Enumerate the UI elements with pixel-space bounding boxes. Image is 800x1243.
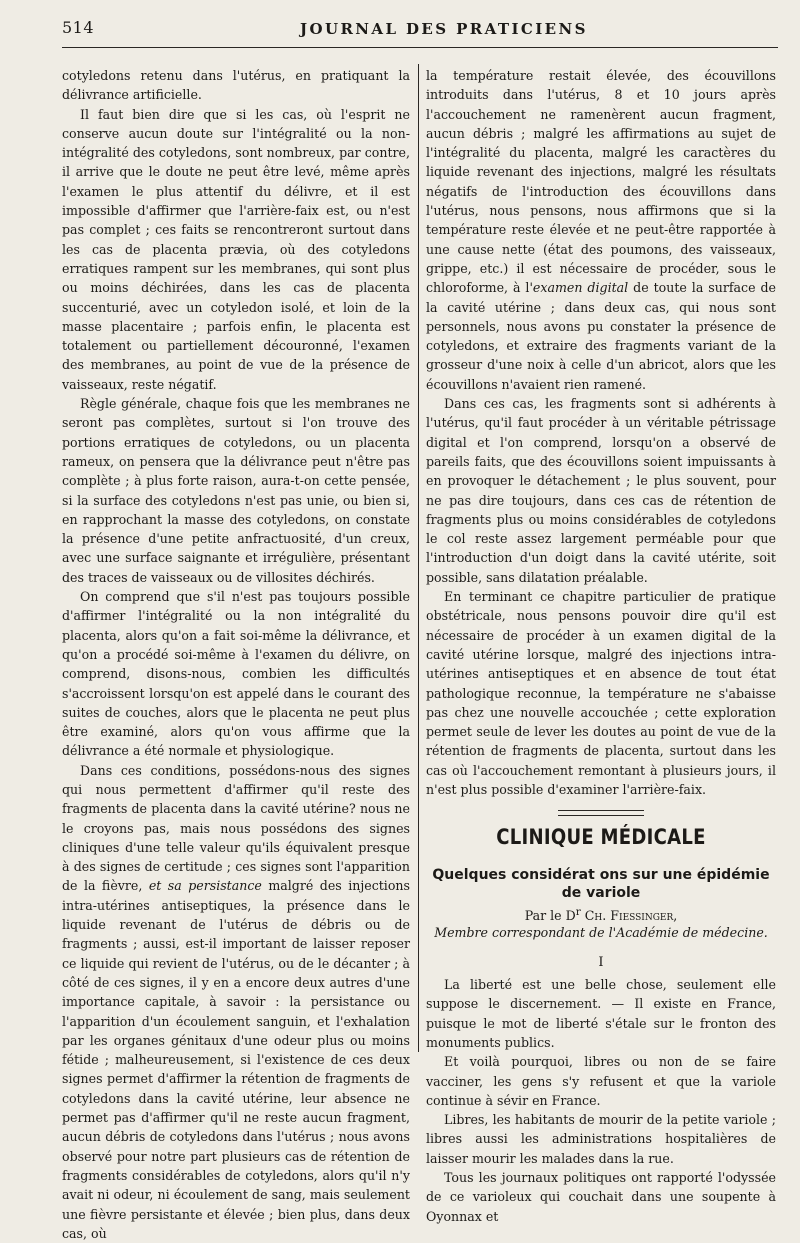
byline-prefix: Par le D bbox=[524, 907, 576, 923]
author-affiliation: Membre correspondant de l'Académie de médecine. bbox=[434, 924, 768, 940]
paragraph: Dans ces cas, les fragments sont si adhérents à l'utérus, qu'il faut procéder à un véritable pétrissage digital et l'on comprend, lorsqu'on a observé de pareils faits, que des écouvillons soient impuissants à en provoquer le détachement ; le plus souvent, pour ne pas dire toujours, dans ces cas de rétention de fragments plus ou moins considérables de cotyledons le col reste assez largement perméable pour que l'introduction d'un doigt dans la cavité utérite, soit possible, sans dilatation préalable. bbox=[426, 396, 776, 585]
running-head: JOURNAL DES PRATICIENS bbox=[300, 20, 588, 38]
page-header bbox=[0, 0, 800, 46]
author-name: Ch. Fiessinger, bbox=[584, 907, 678, 923]
text-run: la température restait élevée, des écouvillons introduits dans l'utérus, 8 et 10 jours après l'accouchement ne ramenèrent aucun fragment, aucun débris ; malgré les affirmations au sujet de l'intégralité du placenta, malgré les caractères du liquide revenant des injections, malgré les résultats négatifs de l'introduction des écouvillons dans l'utérus, nous pensons, nous affirmons que si la température reste élevée et ne peut-être rapportée à une cause nette (état des poumons, des vaisseaux, grippe, etc.) il est nécessaire de procéder, sous le chloroforme, à l' bbox=[426, 68, 776, 296]
column-divider bbox=[418, 64, 419, 1052]
paragraph bbox=[426, 66, 776, 394]
byline bbox=[426, 904, 776, 924]
paragraph: En terminant ce chapitre particulier de pratique obstétricale, nous pensons pouvoir dire qu'il est nécessaire de procéder à un examen digital de la cavité utérine lorsque, malgré des injections intra-utérines antiseptiques et en absence de tout état pathologique reconnue, la température ne s'abaisse pas chez une nouvelle accouchée ; cette exploration permet seule de lever les doutes au point de vue de la rétention de fragments de placenta, surtout dans les cas où l'accouchement remontant à plusieurs jours, il n'est plus possible d'examiner l'arrière-faix. bbox=[426, 589, 776, 797]
text-run: de toute la surface de la cavité utérine ; dans deux cas, qui nous sont personnels, nous avons pu constater la présence de cotyledons, et extraire des fragments variant de la grosseur d'une noix à celle d'un abricot, alors que les écouvillons n'avaient rien ramené. bbox=[426, 280, 777, 392]
article-title: Quelques considérat ons sur une épidémie de variole bbox=[432, 866, 770, 901]
paragraph: cotyledons retenu dans l'utérus, en pratiquant la délivrance artificielle. bbox=[62, 68, 410, 103]
paragraph: Règle générale, chaque fois que les membranes ne seront pas complètes, surtout si l'on trouve des portions erratiques de cotyledons, ou un placenta rameux, on pensera que la délivrance peut n'être pas complète ; à plus forte raison, aura-t-on cette pensée, si la surface des cotyledons n'est pas unie, ou bien si, en rapprochant la masse des cotyledons, on constate la présence d'une petite anfractuosité, d'un creux, avec une surface saignante et irrégulière, présentant des traces de vaisseaux ou de villosites déchirés. bbox=[62, 396, 410, 585]
italic-run: et sa persistance bbox=[148, 878, 262, 894]
paragraph: On comprend que s'il n'est pas toujours possible d'affirmer l'intégralité ou la non intégralité du placenta, alors qu'on a fait soi-même la délivrance, et qu'on a procédé soi-même à l'examen du délivre, on comprend, disons-nous, combien les difficultés s'accroissent lorsqu'on est appelé dans le courant des suites de couches, alors que le placenta ne peut plus être examiné, alors qu'on vous affirme que la délivrance a été normale et physiologique. bbox=[62, 589, 410, 759]
paragraph: Dans ces conditions, possédons-nous des signes qui nous permettent d'affirmer qu'il reste des fragments de placenta dans la cavité utérine? nous ne le croyons pas, mais nous possédons des signes cliniques d'une telle valeur qu'ils équivalent presque à des signes de certitude ; ces signes sont l'apparition de la fièvre, et sa persistance malgré des injections intra-utérines antiseptiques, la présence dans le liquide revenant de l'utérus de débris ou de fragments ; aussi, est-il important de laisser reposer ce liquide qui revient de l'utérus, ou de le décanter ; à côté de ces signes, il y en a encore deux autres d'une importance capitale, à savoir : la persistance ou l'apparition d'un écoulement sanguin, et l'exhalation par les organes génitaux d'une odeur plus ou moins fétide ; malheureusement, si l'existence de ces deux signes permet d'affirmer la rétention de fragments de cotyledons dans la cavité utérine, leur absence ne permet pas d'affirmer qu'il ne reste aucun fragment, aucun débris de cotyledons dans l'utérus ; nous avons observé pour notre part plusieurs cas de rétention de fragments considérables de cotyledons, alors qu'il n'y avait ni odeur, ni écoulement de sang, mais seulement une fièvre persistante et élevée ; bien plus, dans deux cas, où bbox=[62, 762, 410, 1241]
section-divider bbox=[558, 810, 644, 816]
right-column bbox=[426, 66, 776, 1226]
byline-superscript: r bbox=[575, 905, 581, 918]
paragraph: La liberté est une belle chose, seulement elle suppose le discernement. — Il existe en France, puisque le mot de liberté s'étale sur le fronton des monuments publics. bbox=[426, 977, 776, 1050]
italic-run: examen digital bbox=[532, 280, 629, 296]
page-number: 514 bbox=[62, 18, 95, 37]
paragraph: Tous les journaux politiques ont rapporté l'odyssée de ce varioleux qui couchait dans une soupente à Oyonnax et bbox=[426, 1170, 776, 1224]
header-rule bbox=[62, 47, 778, 48]
paragraph: Libres, les habitants de mourir de la petite variole ; libres aussi les administrations hospitalières de laisser mourir les malades dans la rue. bbox=[426, 1112, 776, 1166]
section-title: CLINIQUE MÉDICALE bbox=[496, 825, 706, 850]
part-number: I bbox=[598, 954, 604, 970]
paragraph: Il faut bien dire que si les cas, où l'esprit ne conserve aucun doute sur l'intégralité ou la non-intégralité des cotyledons, sont nombreux, par contre, il arrive que le doute ne peut être levé, même après l'examen le plus attentif du délivre, et il est impossible d'affirmer que l'arrière-faix est, ou n'est pas complet ; ces faits se rencontreront surtout dans les cas de placenta prævia, où des cotyledons erratiques rampent sur les membranes, qui sont plus ou moins déchirées, dans les cas de placenta succenturié, avec un cotyledon isolé, et loin de la masse placentaire ; parfois enfin, le placenta est totalement ou partiellement découronné, l'examen des membranes, au point de vue de la présence de vaisseaux, reste négatif. bbox=[62, 106, 410, 392]
left-column bbox=[62, 66, 410, 1243]
paragraph: Et voilà pourquoi, libres ou non de se faire vacciner, les gens s'y refusent et que la variole continue à sévir en France. bbox=[426, 1054, 776, 1108]
